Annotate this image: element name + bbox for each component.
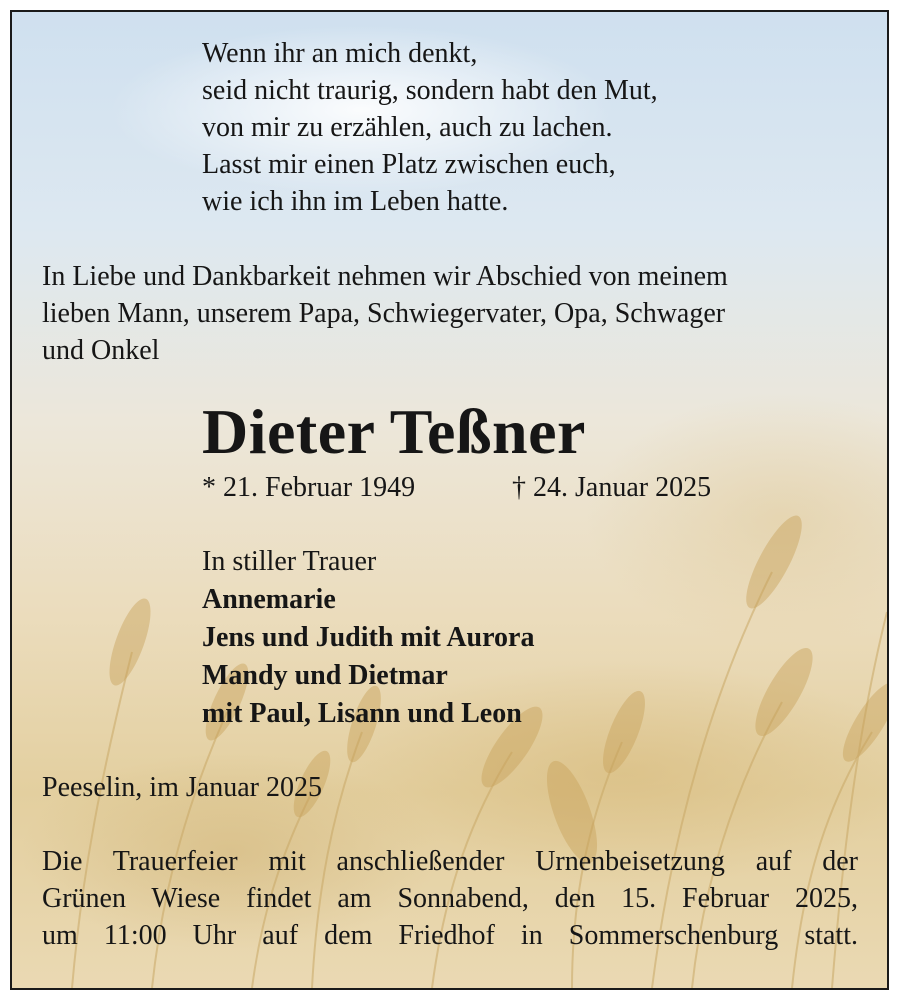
mourner-name: mit Paul, Lisann und Leon <box>202 698 522 729</box>
intro-line: lieben Mann, unserem Papa, Schwiegervater, Opa, Schwager <box>42 298 726 329</box>
poem-line: Wenn ihr an mich denkt, <box>202 38 478 69</box>
birth-date: * 21. Februar 1949 <box>202 472 416 503</box>
place-date: Peeselin, im Januar 2025 <box>42 772 322 803</box>
notice-text <box>12 12 887 988</box>
funeral-line: Grünen Wiese findet am Sonnabend, den 15. Februar 2025, <box>42 883 858 914</box>
poem-line: wie ich ihn im Leben hatte. <box>202 186 509 217</box>
deceased-name: Dieter Teßner <box>202 396 586 467</box>
mourner-name: Mandy und Dietmar <box>202 660 448 691</box>
obituary-notice <box>10 10 889 990</box>
mourners-heading: In stiller Trauer <box>202 546 377 577</box>
intro-line: In Liebe und Dankbarkeit nehmen wir Abschied von meinem <box>42 261 728 292</box>
intro-line: und Onkel <box>42 335 160 366</box>
death-date: † 24. Januar 2025 <box>512 472 712 503</box>
mourner-name: Jens und Judith mit Aurora <box>202 622 535 653</box>
poem-line: seid nicht traurig, sondern habt den Mut, <box>202 75 658 106</box>
funeral-line: um 11:00 Uhr auf dem Friedhof in Sommerschenburg statt. <box>42 920 858 951</box>
funeral-line: Die Trauerfeier mit anschließender Urnenbeisetzung auf der <box>42 846 858 877</box>
poem-line: Lasst mir einen Platz zwischen euch, <box>202 149 616 180</box>
mourner-name: Annemarie <box>202 584 336 615</box>
poem-line: von mir zu erzählen, auch zu lachen. <box>202 112 613 143</box>
